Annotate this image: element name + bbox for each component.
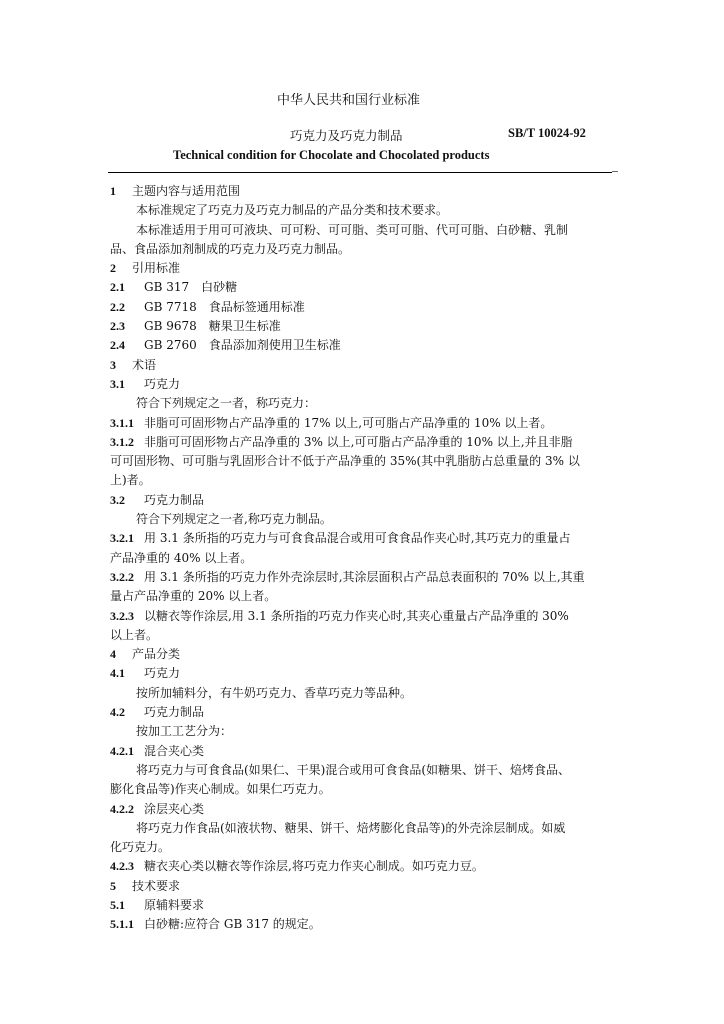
document-line xyxy=(110,896,610,915)
document-line xyxy=(110,800,610,819)
line-text: GB 2760 食品添加剂使用卫生标准 xyxy=(144,338,341,353)
section-number: 4.2.1 xyxy=(110,743,134,758)
document-line xyxy=(110,259,610,278)
line-text: 巧克力 xyxy=(144,376,181,391)
document-line xyxy=(110,857,610,876)
document-line xyxy=(110,838,610,857)
document-line xyxy=(110,915,610,934)
document-line xyxy=(110,182,610,201)
document-line xyxy=(110,375,610,394)
section-number: 2.1 xyxy=(110,280,125,295)
line-text: 白砂糖:应符合 GB 317 的规定。 xyxy=(144,917,321,932)
section-number: 3.2.1 xyxy=(110,531,134,546)
line-text: GB 9678 糖果卫生标准 xyxy=(144,319,281,334)
document-line xyxy=(110,336,610,355)
line-text: 本标准适用于用可可液块、可可粉、可可脂、类可可脂、代可可脂、白砂糖、乳制 xyxy=(136,222,569,237)
line-text: 上)者。 xyxy=(110,473,151,488)
line-text: 化巧克力。 xyxy=(110,840,171,855)
document-line xyxy=(110,317,610,336)
line-text: GB 317 白砂糖 xyxy=(144,280,238,295)
document-line xyxy=(110,414,610,433)
document-line xyxy=(110,664,610,683)
line-text: 膨化食品等)作夹心制成。如果仁巧克力。 xyxy=(110,782,331,797)
line-text: 巧克力制品 xyxy=(144,705,205,720)
document-line xyxy=(110,298,610,317)
line-text: 非脂可可固形物占产品净重的 17% 以上,可可脂占产品净重的 10% 以上者。 xyxy=(144,415,553,430)
line-text: 涂层夹心类 xyxy=(144,801,205,816)
section-number: 5.1 xyxy=(110,897,125,912)
section-number: 4 xyxy=(110,647,116,662)
document-line xyxy=(110,761,610,780)
section-number: 3.2.2 xyxy=(110,569,134,584)
section-number: 3.2 xyxy=(110,492,125,507)
line-text: 技术要求 xyxy=(132,878,181,893)
line-text: GB 7718 食品标签通用标准 xyxy=(144,299,305,314)
line-text: 可可固形物、可可脂与乳固形合计不低于产品净重的 35%(其中乳脂肪占总重量的 3% 以 xyxy=(110,454,580,469)
section-number: 3 xyxy=(110,357,116,372)
section-number: 2.3 xyxy=(110,319,125,334)
document-line xyxy=(110,201,610,220)
line-text: 以糖衣等作涂层,用 3.1 条所指的巧克力作夹心时,其夹心重量占产品净重的 30% xyxy=(144,608,569,623)
section-number: 2 xyxy=(110,261,116,276)
section-number: 5 xyxy=(110,878,116,893)
line-text: 将巧克力作食品(如液状物、糖果、饼干、焙烤膨化食品等)的外壳涂层制成。如威 xyxy=(136,820,566,835)
line-text: 引用标准 xyxy=(132,261,181,276)
document-line xyxy=(110,877,610,896)
header-divider xyxy=(108,172,612,173)
document-line xyxy=(110,819,610,838)
document-line xyxy=(110,394,610,413)
document-line xyxy=(110,221,610,240)
document-line xyxy=(110,471,610,490)
line-text: 用 3.1 条所指的巧克力作外壳涂层时,其涂层面积占产品总表面积的 70% 以上,其重 xyxy=(144,569,585,584)
document-line xyxy=(110,452,610,471)
document-line xyxy=(110,568,610,587)
document-line xyxy=(110,529,610,548)
document-line xyxy=(110,549,610,568)
line-text: 以上者。 xyxy=(110,627,159,642)
document-line xyxy=(110,240,610,259)
document-line xyxy=(110,684,610,703)
line-text: 按所加辅料分，有牛奶巧克力、香草巧克力等品种。 xyxy=(136,685,413,700)
document-line xyxy=(110,491,610,510)
document-line xyxy=(110,510,610,529)
document-line xyxy=(110,742,610,761)
document-line xyxy=(110,626,610,645)
line-text: 术语 xyxy=(132,357,157,372)
section-number: 3.1.2 xyxy=(110,434,134,449)
document-line xyxy=(110,433,610,452)
section-number: 4.2.3 xyxy=(110,859,134,874)
line-text: 混合夹心类 xyxy=(144,743,205,758)
document-line xyxy=(110,278,610,297)
document-line xyxy=(110,703,610,722)
line-text: 将巧克力与可食食品(如果仁、干果)混合或用可食食品(如糖果、饼干、焙烤食品、 xyxy=(136,762,571,777)
issuing-organization: 中华人民共和国行业标准 xyxy=(277,93,421,108)
section-number: 4.2 xyxy=(110,705,125,720)
line-text: 本标准规定了巧克力及巧克力制品的产品分类和技术要求。 xyxy=(136,203,449,218)
section-number: 3.1 xyxy=(110,376,125,391)
document-line xyxy=(110,607,610,626)
document-line xyxy=(110,780,610,799)
line-text: 符合下列规定之一者,称巧克力制品。 xyxy=(136,512,332,527)
section-number: 2.2 xyxy=(110,299,125,314)
section-number: 5.1.1 xyxy=(110,917,134,932)
english-title: Technical condition for Chocolate and Chocolated products xyxy=(173,148,490,162)
document-body xyxy=(110,182,610,935)
line-text: 巧克力制品 xyxy=(144,492,205,507)
section-number: 4.1 xyxy=(110,666,125,681)
document-line xyxy=(110,356,610,375)
line-text: 产品净重的 40% 以上者。 xyxy=(110,550,253,565)
document-line xyxy=(110,645,610,664)
section-number: 2.4 xyxy=(110,338,125,353)
line-text: 品、食品添加剂制成的巧克力及巧克力制品。 xyxy=(110,241,351,256)
section-number: 4.2.2 xyxy=(110,801,134,816)
document-title: 巧克力及巧克力制品 xyxy=(290,128,403,143)
line-text: 巧克力 xyxy=(144,666,181,681)
section-number: 3.1.1 xyxy=(110,415,134,430)
line-text: 用 3.1 条所指的巧克力与可食食品混合或用可食食品作夹心时,其巧克力的重量占 xyxy=(144,531,571,546)
section-number: 3.2.3 xyxy=(110,608,134,623)
header-divider-tick xyxy=(612,171,618,172)
document-line xyxy=(110,587,610,606)
standard-code: SB/T 10024-92 xyxy=(508,126,586,140)
line-text: 非脂可可固形物占产品净重的 3% 以上,可可脂占产品净重的 10% 以上,并且非脂 xyxy=(144,434,573,449)
line-text: 原辅料要求 xyxy=(144,897,205,912)
line-text: 符合下列规定之一者，称巧克力： xyxy=(136,396,317,411)
section-number: 1 xyxy=(110,184,116,198)
line-text: 按加工工艺分为： xyxy=(136,724,233,739)
line-text: 糖衣夹心类以糖衣等作涂层,将巧克力作夹心制成。如巧克力豆。 xyxy=(144,859,484,874)
line-text: 产品分类 xyxy=(132,647,181,662)
line-text: 量占产品净重的 20% 以上者。 xyxy=(110,589,277,604)
document-line xyxy=(110,722,610,741)
line-text: 主题内容与适用范围 xyxy=(132,184,241,198)
